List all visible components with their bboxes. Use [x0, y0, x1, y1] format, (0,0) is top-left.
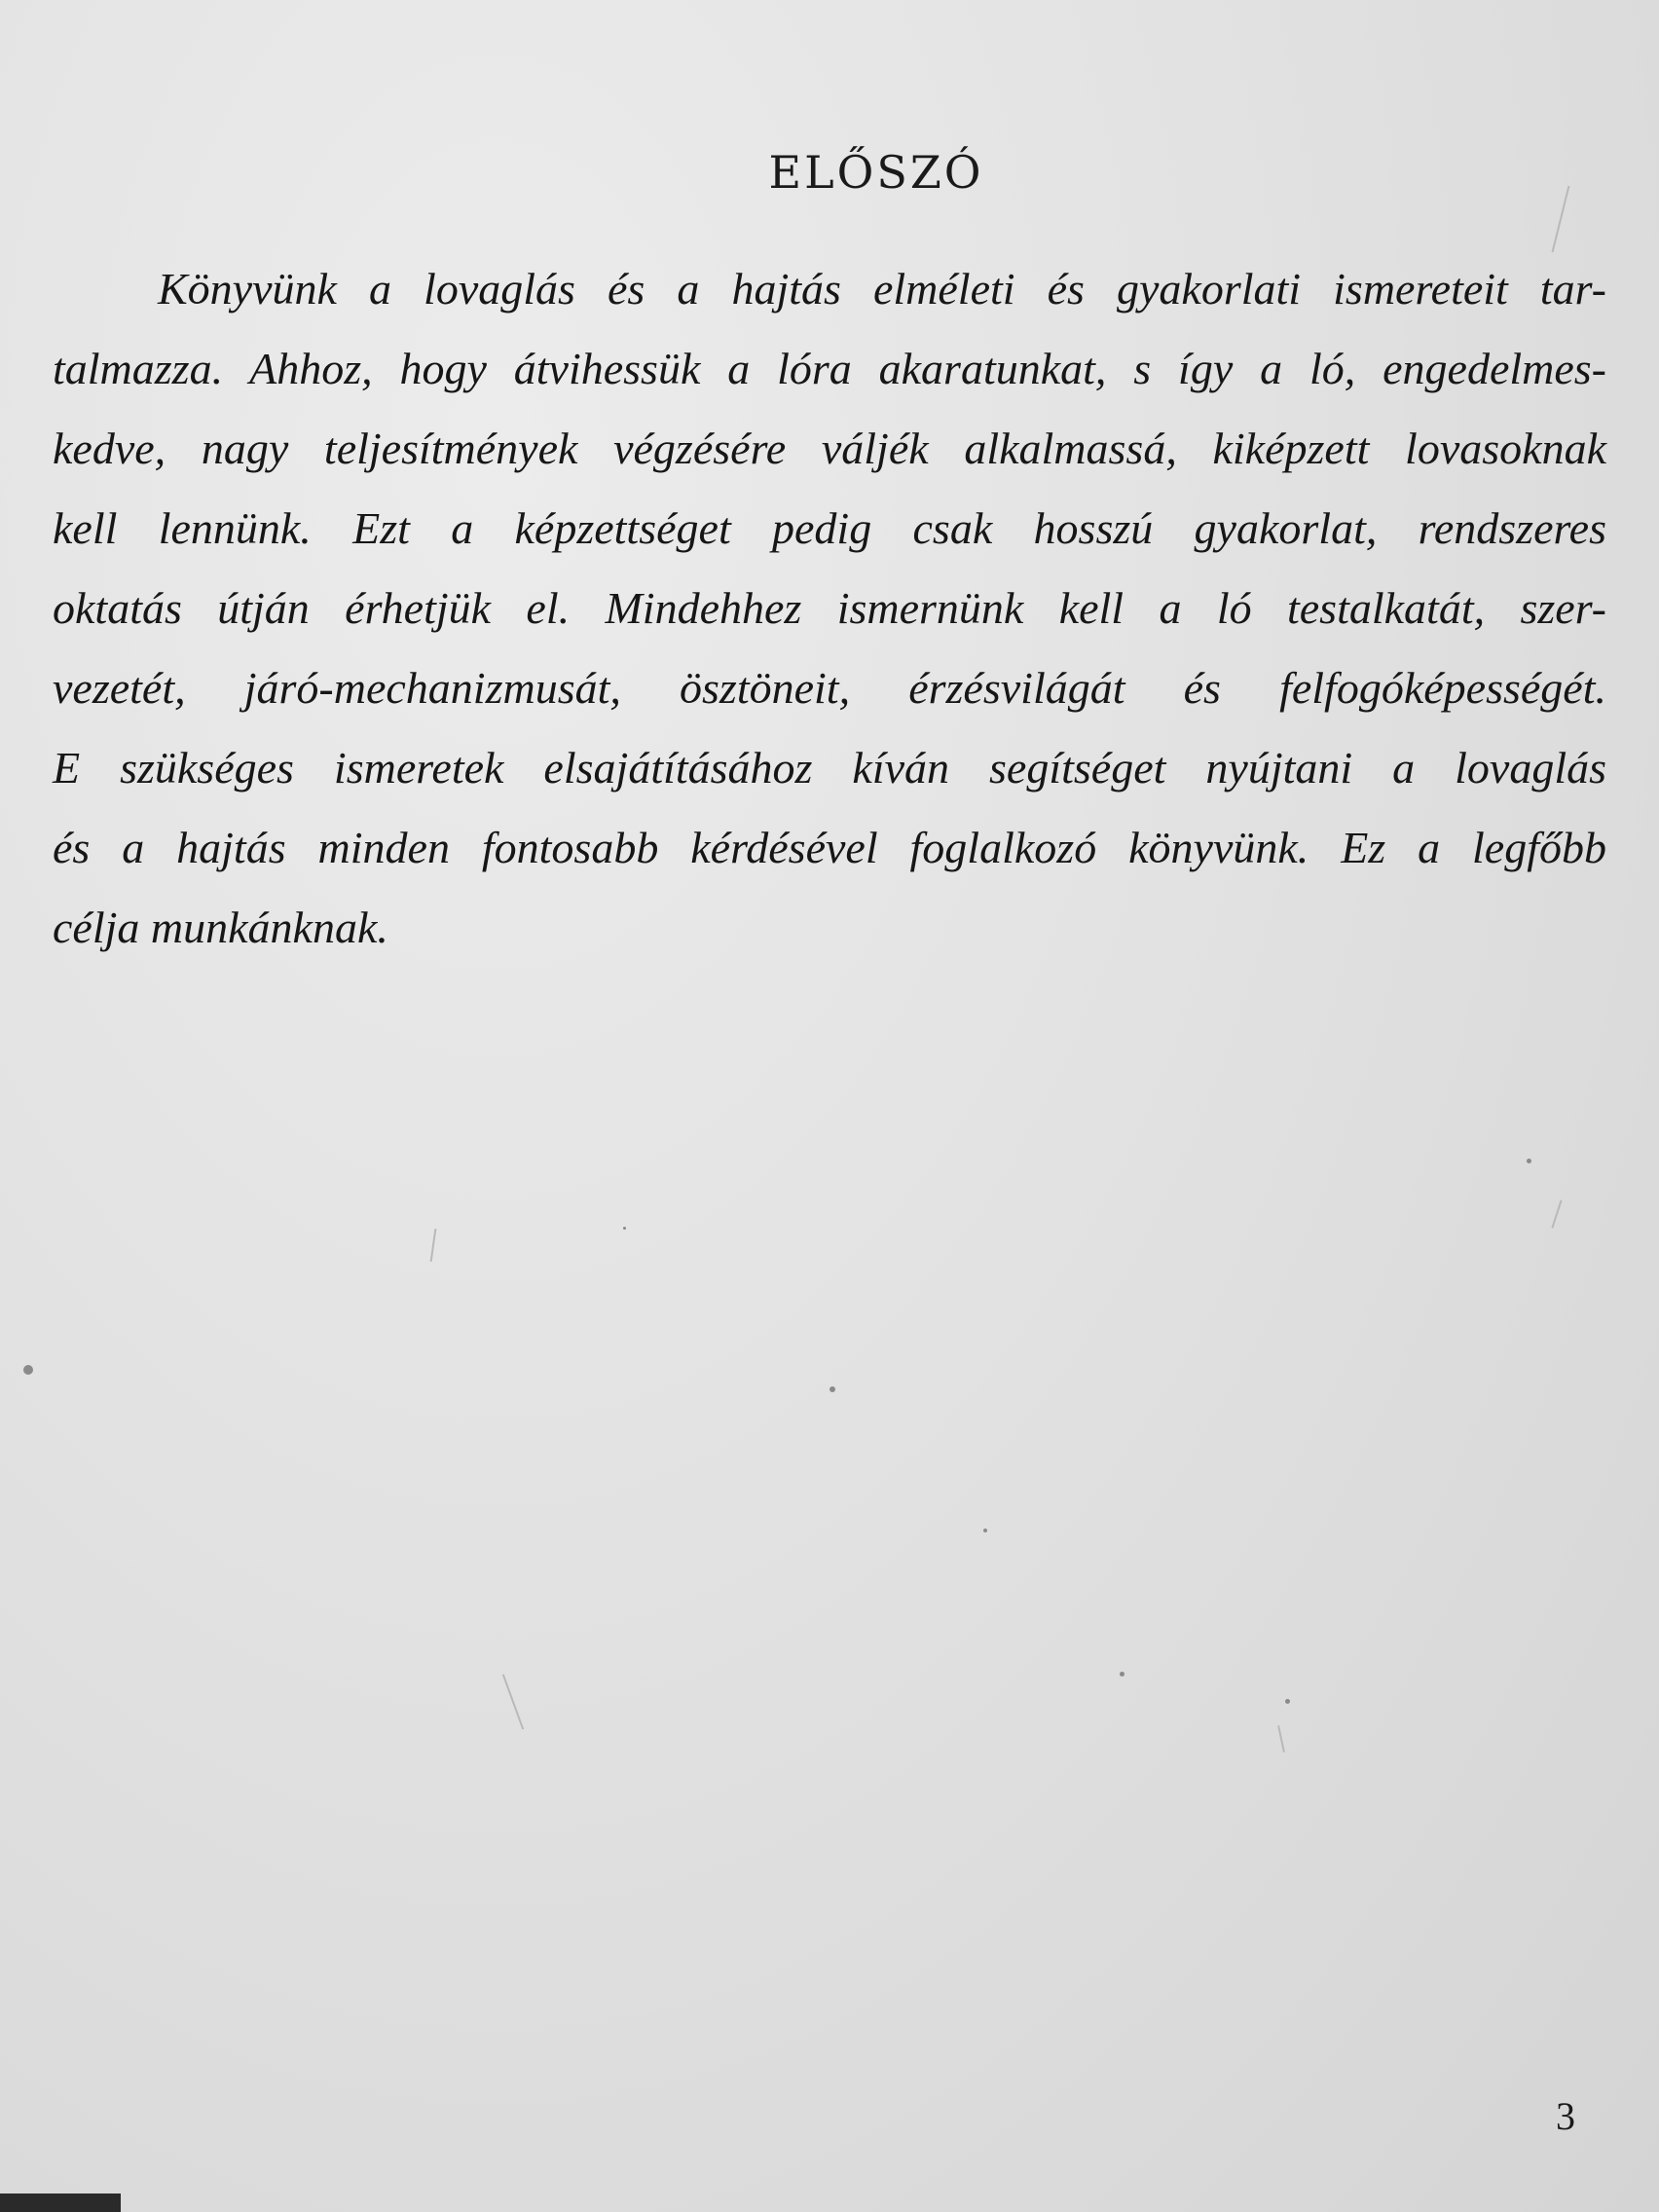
- paper-speck: [1120, 1672, 1124, 1677]
- paper-speck: [983, 1529, 987, 1532]
- page-title: ELŐSZÓ: [768, 146, 984, 199]
- paper-fiber: [430, 1229, 437, 1262]
- paragraph-line: talmazza. Ahhoz, hogy átvihessük a lóra akaratunkat, s így a ló, engedelmes-: [53, 344, 1606, 393]
- paper-speck: [623, 1227, 626, 1230]
- paragraph-line: célja munkánknak.: [53, 903, 388, 952]
- paper-speck: [830, 1386, 835, 1392]
- page-number: 3: [1556, 2094, 1575, 2138]
- paragraph-line: és a hajtás minden fontosabb kérdésével foglalkozó könyvünk. Ez a legfőbb: [53, 823, 1606, 872]
- paper-speck: [1527, 1159, 1531, 1163]
- paragraph-line: kell lennünk. Ezt a képzettséget pedig csak hosszú gyakorlat, rendszeres: [53, 503, 1606, 553]
- paper-fiber: [502, 1674, 524, 1729]
- watermark-logo: [0, 2194, 121, 2212]
- paper-speck: [1285, 1699, 1290, 1704]
- paper-speck: [23, 1365, 33, 1375]
- paragraph-line: kedve, nagy teljesítmények végzésére váljék alkalmassá, kiképzett lovasoknak: [53, 424, 1606, 473]
- paper-fiber: [1551, 1199, 1562, 1228]
- paragraph-line: Könyvünk a lovaglás és a hajtás elméleti és gyakorlati ismereteit tar-: [158, 264, 1606, 313]
- paragraph-line: oktatás útján érhetjük el. Mindehhez ismernünk kell a ló testalkatát, szer-: [53, 583, 1606, 633]
- paragraph-line: E szükséges ismeretek elsajátításához kíván segítséget nyújtani a lovaglás: [53, 743, 1606, 793]
- paragraph-line: vezetét, járó-mechanizmusát, ösztöneit, érzésvilágát és felfogóképességét.: [53, 663, 1606, 713]
- paper-fiber: [1277, 1725, 1285, 1752]
